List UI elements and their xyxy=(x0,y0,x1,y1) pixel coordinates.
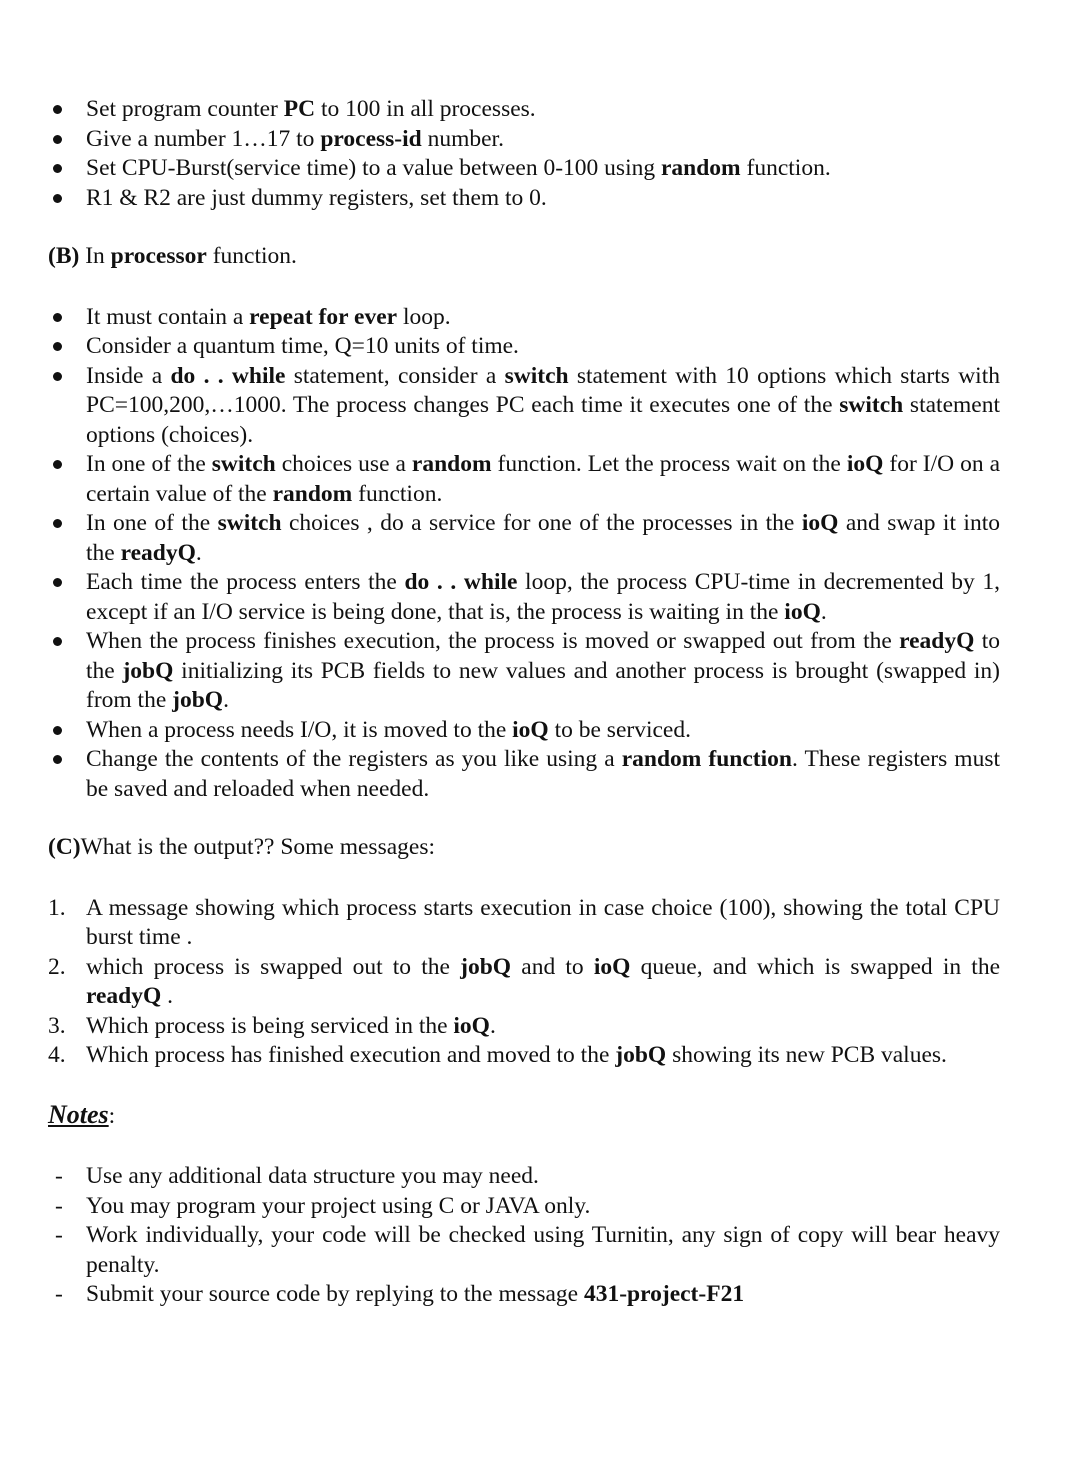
bold-term: repeat for ever xyxy=(249,303,398,330)
section-c-heading xyxy=(48,833,1000,863)
section-c-label: (C) xyxy=(48,834,81,860)
bullet-icon xyxy=(53,135,62,144)
item-text: A message showing which process starts execution in case choice (100), showing the total CPU burst time . xyxy=(86,894,1000,950)
bold-term: random xyxy=(660,155,741,181)
item-number: 1. xyxy=(48,894,66,921)
bold-term: jobQ xyxy=(122,657,174,684)
list-item xyxy=(48,568,1000,627)
bold-term: readyQ xyxy=(120,539,196,566)
list-item xyxy=(48,362,1000,451)
bold-term: readyQ xyxy=(86,983,162,1009)
bold-term: processor xyxy=(110,243,207,269)
list-item xyxy=(48,509,1000,568)
bold-term: ioQ xyxy=(784,598,821,625)
item-text: In one of the switch choices use a random function. Let the process wait on the ioQ for I/O on a certain value of the random function. xyxy=(86,451,1000,507)
section-c-heading-text: What is the output?? Some messages: xyxy=(80,834,436,860)
bold-term: switch xyxy=(211,451,276,477)
section-a-list xyxy=(48,95,1000,213)
item-text: Submit your source code by replying to the message 431-project-F21 xyxy=(86,1281,745,1307)
bold-term: ioQ xyxy=(801,510,839,536)
item-text: Change the contents of the registers as you like using a random function. These registers must be saved and reloaded when needed. xyxy=(86,746,1000,802)
notes-title: Notes xyxy=(48,1099,109,1129)
notes-heading xyxy=(48,1100,1000,1132)
item-text: Each time the process enters the do . . while loop, the process CPU-time in decremented by 1, except if an I/O service is being done, that is, the process is waiting in the ioQ. xyxy=(86,569,1000,625)
document-page xyxy=(48,95,1000,1310)
item-number: 2. xyxy=(48,953,66,980)
bullet-icon xyxy=(53,460,62,469)
item-text: Set CPU-Burst(service time) to a value between 0-100 using random function. xyxy=(86,155,831,181)
bullet-icon xyxy=(53,313,62,322)
notes-list xyxy=(48,1162,1000,1310)
item-number: 4. xyxy=(48,1042,66,1068)
list-item xyxy=(48,716,1000,746)
bullet-icon xyxy=(53,194,62,203)
section-b-heading xyxy=(48,242,1000,272)
bold-term: switch xyxy=(504,362,569,389)
list-item xyxy=(48,627,1000,716)
bold-term: switch xyxy=(217,510,282,536)
bold-term: do . . while xyxy=(170,362,286,389)
bold-term: jobQ xyxy=(460,953,512,980)
bold-term: do . . while xyxy=(404,569,518,595)
bullet-icon xyxy=(53,726,62,735)
section-c-list xyxy=(48,894,1000,1071)
list-item xyxy=(48,154,1000,184)
item-text: Which process has finished execution and moved to the jobQ showing its new PCB values. xyxy=(86,1042,947,1068)
bold-term: ioQ xyxy=(453,1012,490,1039)
section-b-label: (B) xyxy=(48,243,80,269)
bold-term: switch xyxy=(839,392,904,418)
dash-marker: - xyxy=(55,1192,63,1219)
bold-term: process-id xyxy=(320,125,422,152)
bullet-icon xyxy=(53,637,62,646)
list-item xyxy=(48,303,1000,333)
bold-term: jobQ xyxy=(172,687,224,713)
item-text: Use any additional data structure you may need. xyxy=(86,1163,539,1189)
list-item xyxy=(48,1280,1000,1310)
item-text: Work individually, your code will be checked using Turnitin, any sign of copy will bear heavy penalty. xyxy=(86,1222,1000,1278)
bold-term: ioQ xyxy=(512,716,549,743)
bold-term: 431-project-F21 xyxy=(583,1281,745,1307)
bullet-icon xyxy=(53,164,62,173)
bold-term: jobQ xyxy=(615,1042,667,1068)
notes-colon: : xyxy=(108,1102,116,1129)
section-b-list xyxy=(48,303,1000,805)
bold-term: random xyxy=(272,480,353,507)
list-item xyxy=(48,450,1000,509)
section-b-heading-text: In processor function. xyxy=(79,243,297,269)
item-text: When a process needs I/O, it is moved to the ioQ to be serviced. xyxy=(86,716,691,743)
item-text: Give a number 1…17 to process-id number. xyxy=(86,125,504,152)
dash-marker: - xyxy=(55,1163,63,1189)
bullet-icon xyxy=(53,105,62,114)
bullet-icon xyxy=(53,578,62,587)
list-item xyxy=(48,332,1000,362)
list-item xyxy=(48,745,1000,804)
bold-term: ioQ xyxy=(846,451,884,477)
item-text: Inside a do . . while statement, consider a switch statement with 10 options which starts with PC=100,200,…1000. The process changes PC each time it executes one of the switch statement options (choices). xyxy=(86,362,1000,448)
item-text: which process is swapped out to the jobQ and to ioQ queue, and which is swapped in the readyQ . xyxy=(86,953,1000,1009)
item-text: R1 & R2 are just dummy registers, set them to 0. xyxy=(86,184,547,211)
list-item xyxy=(48,1192,1000,1222)
bullet-icon xyxy=(53,755,62,764)
list-item xyxy=(48,1041,1000,1071)
item-text: Set program counter PC to 100 in all processes. xyxy=(86,96,536,122)
list-item xyxy=(48,953,1000,1012)
list-item xyxy=(48,894,1000,953)
list-item xyxy=(48,95,1000,125)
bold-term: random xyxy=(411,451,492,477)
list-item xyxy=(48,1221,1000,1280)
item-number: 3. xyxy=(48,1012,66,1039)
bold-term: random function xyxy=(621,746,792,772)
item-text: You may program your project using C or JAVA only. xyxy=(86,1192,591,1219)
list-item xyxy=(48,125,1000,155)
item-text: Consider a quantum time, Q=10 units of time. xyxy=(86,333,519,359)
bullet-icon xyxy=(53,372,62,381)
item-text: In one of the switch choices , do a service for one of the processes in the ioQ and swap it into the readyQ. xyxy=(86,510,1000,566)
item-text: Which process is being serviced in the ioQ. xyxy=(86,1012,496,1039)
list-item xyxy=(48,184,1000,214)
bold-term: ioQ xyxy=(593,953,631,980)
bold-term: PC xyxy=(283,96,316,122)
item-text: It must contain a repeat for ever loop. xyxy=(86,303,451,330)
list-item xyxy=(48,1012,1000,1042)
dash-marker: - xyxy=(55,1222,63,1248)
bold-term: readyQ xyxy=(899,628,975,654)
item-text: When the process finishes execution, the process is moved or swapped out from the readyQ to the jobQ initializing its PCB fields to new values and another process is brought (swapped in) from the jobQ. xyxy=(86,628,1001,713)
dash-marker: - xyxy=(55,1281,63,1307)
list-item xyxy=(48,1162,1000,1192)
bullet-icon xyxy=(53,342,62,351)
bullet-icon xyxy=(53,519,62,528)
